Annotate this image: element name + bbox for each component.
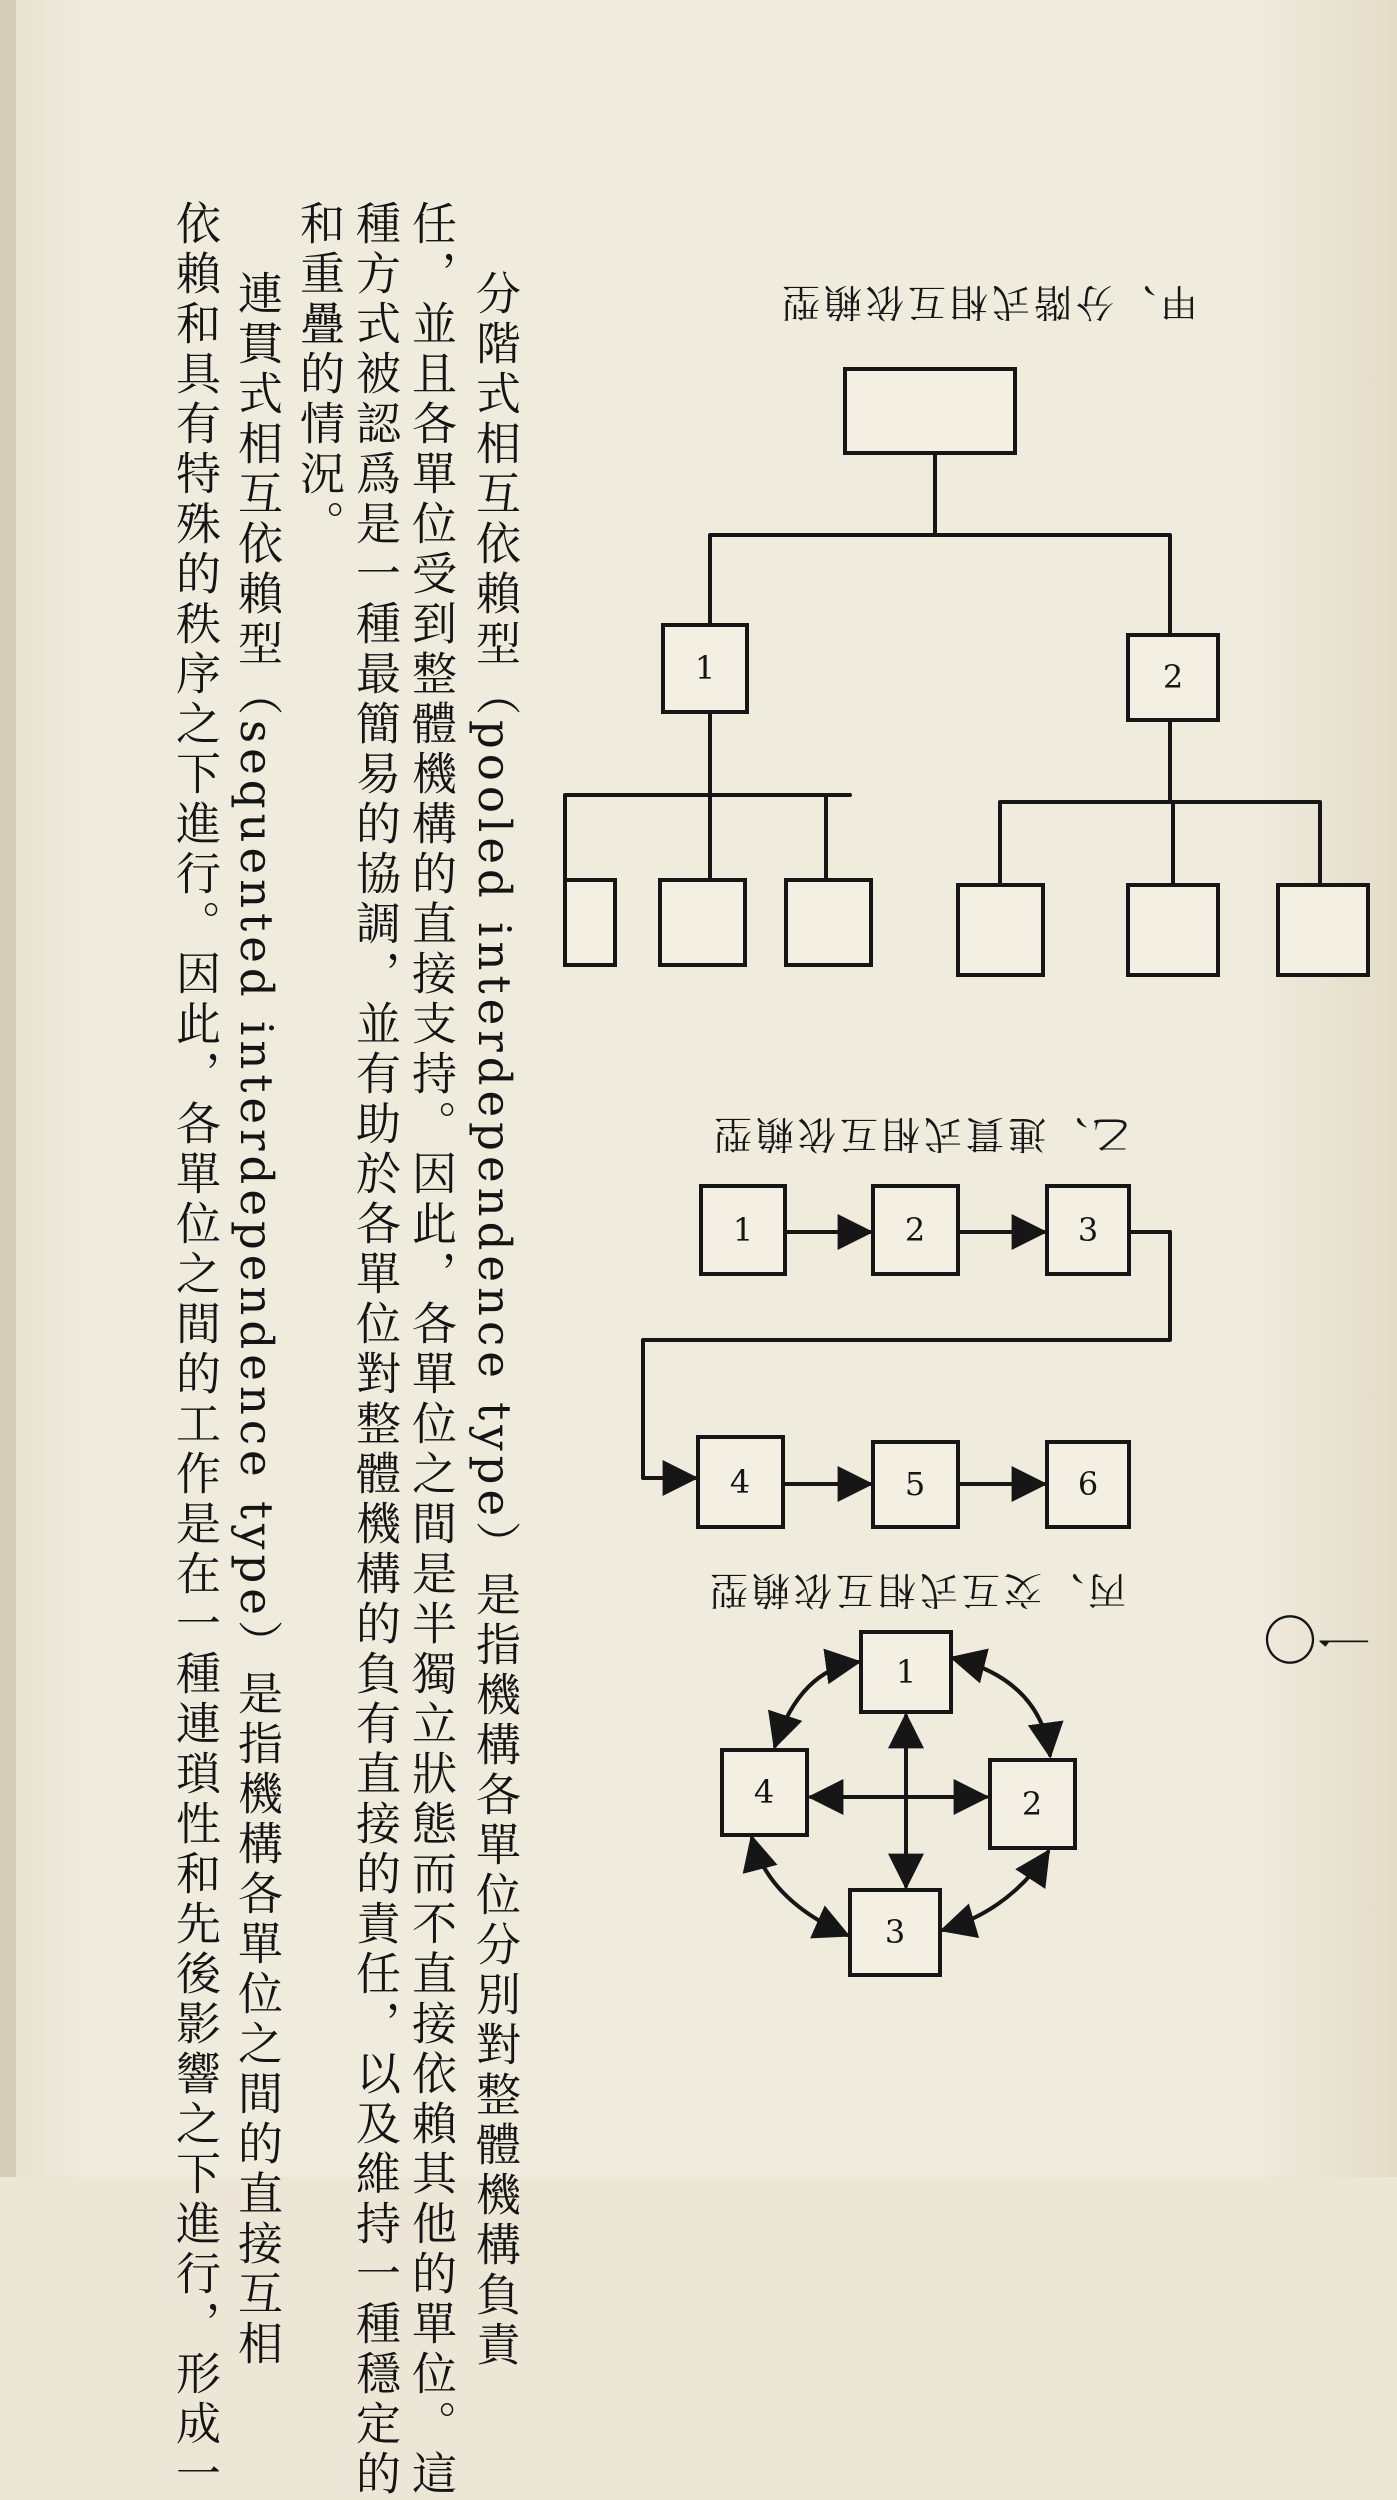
tree-root-box	[845, 369, 1015, 453]
chain-unit-2-label: 2	[904, 1211, 926, 1249]
diagram-reciprocal	[722, 1632, 1075, 1975]
reciprocal-arc-4-1	[775, 1662, 858, 1746]
text-column-6: 依賴和具有特殊的秩序之下進行。因此，各單位之間的工作是在一種連瑣性和先後影響之下進行，形成一	[168, 200, 221, 2500]
tree-unit-2-label: 2	[1162, 658, 1184, 696]
tree-connector-left	[565, 712, 850, 880]
text-column-2: 任，並且各單位受到整體機構的直接支持。因此，各單位之間是半獨立狀態而不直接依賴其他的單位。這	[404, 200, 457, 2500]
figure-title-b: 乙、連貫式相互依賴型	[710, 1112, 1131, 1156]
figure-title-c: 丙、交互式相互依賴型	[706, 1568, 1127, 1612]
diagram-sequential-chain	[643, 1186, 1170, 1527]
text-column-4: 和重疊的情況。	[292, 200, 345, 550]
text-column-3: 種方式被認爲是一種最簡易的協調，並有助於各單位對整體機構的負有直接的責任，以及維持一種穩定的	[348, 200, 401, 2500]
reciprocal-unit-1-label: 1	[895, 1653, 917, 1691]
tree-leaf-5	[1128, 885, 1218, 975]
tree-connector-right	[1000, 720, 1320, 885]
tree-leaf-6	[1278, 885, 1368, 975]
chain-unit-3-label: 3	[1077, 1211, 1099, 1249]
page-number: 一〇	[1263, 1606, 1371, 1669]
reciprocal-arc-1-2	[953, 1658, 1050, 1755]
chain-unit-6-label: 6	[1077, 1465, 1099, 1503]
diagram-pooled-tree	[565, 369, 1368, 975]
reciprocal-unit-3-label: 3	[884, 1913, 906, 1951]
reciprocal-unit-4-label: 4	[753, 1773, 775, 1811]
chain-unit-4-label: 4	[729, 1463, 751, 1501]
figure-title-a: 甲、分階式相互依賴型	[778, 280, 1199, 324]
chain-unit-5-label: 5	[904, 1465, 926, 1503]
tree-leaf-3	[786, 880, 871, 965]
tree-leaf-1	[565, 880, 615, 965]
reciprocal-arc-2-3	[943, 1852, 1048, 1930]
reciprocal-unit-2-label: 2	[1021, 1785, 1043, 1823]
tree-connector-top	[710, 453, 1170, 635]
tree-leaf-4	[958, 885, 1043, 975]
tree-leaf-2	[660, 880, 745, 965]
tree-unit-1-label: 1	[694, 649, 716, 687]
text-column-5: 連貫式相互依賴型（sequented interdependence type）是指機構各單位之間的直接互相	[230, 270, 283, 2370]
text-column-1: 分階式相互依賴型（pooled interdependence type）是指機構各單位分別對整體機構負責	[468, 270, 521, 2372]
chain-unit-1-label: 1	[732, 1211, 754, 1249]
reciprocal-arc-3-4	[752, 1838, 847, 1935]
